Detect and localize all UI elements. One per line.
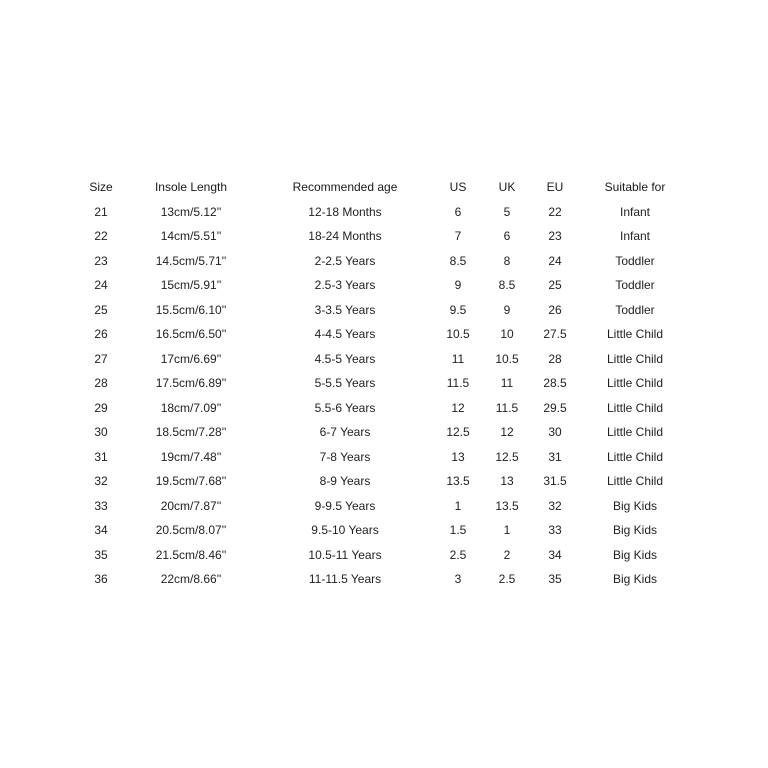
header-uk: UK (498, 180, 516, 194)
header-insole-length: Insole Length (154, 180, 228, 194)
table-row (0, 445, 768, 470)
cell-insole-length: 19.5cm/7.68'' (155, 474, 227, 488)
cell-suitable-for: Toddler (615, 253, 655, 268)
cell-suitable-for: Little Child (606, 327, 664, 341)
cell-recommended-age: 11-11.5 Years (308, 572, 382, 586)
cell-uk: 8 (503, 253, 511, 268)
cell-recommended-age: 9.5-10 Years (311, 523, 379, 537)
cell-size: 32 (94, 474, 108, 488)
cell-uk: 8.5 (498, 278, 516, 292)
cell-us: 11 (451, 351, 465, 366)
cell-recommended-age: 18-24 Months (308, 229, 382, 243)
cell-uk: 12.5 (495, 449, 519, 464)
cell-insole-length: 20cm/7.87'' (160, 498, 222, 513)
cell-uk: 2.5 (498, 572, 516, 586)
table-row (0, 518, 768, 543)
cell-insole-length: 17.5cm/6.89'' (155, 376, 227, 390)
cell-suitable-for: Little Child (606, 474, 664, 488)
cell-size: 33 (94, 498, 108, 513)
cell-us: 8.5 (449, 253, 467, 268)
cell-insole-length: 18cm/7.09'' (160, 400, 222, 415)
cell-us: 2.5 (449, 547, 467, 562)
cell-eu: 23 (548, 229, 562, 243)
cell-suitable-for: Big Kids (612, 547, 658, 562)
cell-us: 11.5 (446, 376, 470, 390)
cell-uk: 9 (503, 302, 511, 317)
cell-insole-length: 15cm/5.91'' (160, 278, 222, 292)
cell-uk: 6 (503, 229, 511, 243)
cell-eu: 28.5 (543, 376, 567, 390)
cell-recommended-age: 5-5.5 Years (314, 376, 376, 390)
table-row (0, 224, 768, 249)
table-row (0, 347, 768, 372)
cell-eu: 22 (548, 204, 562, 219)
table-body (0, 200, 768, 592)
cell-size: 30 (94, 425, 108, 439)
cell-us: 9.5 (449, 302, 467, 317)
cell-insole-length: 15.5cm/6.10'' (155, 302, 227, 317)
cell-uk: 13 (500, 474, 514, 488)
cell-suitable-for: Big Kids (612, 498, 658, 513)
cell-insole-length: 21.5cm/8.46'' (155, 547, 227, 562)
header-size: Size (89, 180, 113, 194)
table-row (0, 200, 768, 225)
cell-eu: 34 (548, 547, 562, 562)
table-header-row (0, 175, 768, 200)
cell-uk: 1 (503, 523, 511, 537)
cell-recommended-age: 9-9.5 Years (314, 498, 376, 513)
table-row (0, 420, 768, 445)
cell-suitable-for: Little Child (606, 400, 664, 415)
cell-recommended-age: 4-4.5 Years (314, 327, 376, 341)
cell-recommended-age: 2-2.5 Years (314, 253, 376, 268)
cell-size: 34 (94, 523, 108, 537)
cell-suitable-for: Toddler (615, 302, 655, 317)
cell-recommended-age: 2.5-3 Years (314, 278, 376, 292)
cell-eu: 33 (548, 523, 562, 537)
cell-us: 1.5 (449, 523, 467, 537)
table-row (0, 273, 768, 298)
cell-eu: 27.5 (543, 327, 567, 341)
table-row (0, 371, 768, 396)
cell-uk: 5 (503, 204, 511, 219)
cell-recommended-age: 7-8 Years (319, 449, 371, 464)
cell-eu: 28 (548, 351, 562, 366)
table-row (0, 494, 768, 519)
cell-recommended-age: 4.5-5 Years (314, 351, 376, 366)
cell-insole-length: 18.5cm/7.28'' (155, 425, 227, 439)
cell-insole-length: 14cm/5.51'' (160, 229, 222, 243)
table-row (0, 322, 768, 347)
cell-eu: 29.5 (543, 400, 567, 415)
cell-suitable-for: Toddler (615, 278, 655, 292)
cell-eu: 32 (548, 498, 562, 513)
cell-suitable-for: Big Kids (612, 523, 658, 537)
header-recommended-age: Recommended age (292, 180, 398, 194)
cell-suitable-for: Little Child (606, 425, 664, 439)
cell-recommended-age: 10.5-11 Years (308, 547, 382, 562)
cell-recommended-age: 6-7 Years (319, 425, 371, 439)
cell-insole-length: 22cm/8.66'' (160, 572, 222, 586)
header-eu: EU (546, 180, 564, 194)
cell-uk: 12 (500, 425, 514, 439)
cell-us: 3 (454, 572, 462, 586)
cell-eu: 24 (548, 253, 562, 268)
cell-size: 23 (94, 253, 108, 268)
cell-size: 28 (94, 376, 108, 390)
table-row (0, 543, 768, 568)
cell-uk: 13.5 (495, 498, 519, 513)
cell-suitable-for: Little Child (606, 376, 664, 390)
table-row (0, 298, 768, 323)
table-row (0, 469, 768, 494)
cell-insole-length: 17cm/6.69'' (160, 351, 222, 366)
cell-recommended-age: 5.5-6 Years (314, 400, 376, 415)
cell-us: 10.5 (446, 327, 470, 341)
cell-insole-length: 16.5cm/6.50'' (155, 327, 227, 341)
cell-size: 26 (94, 327, 108, 341)
cell-suitable-for: Little Child (606, 351, 664, 366)
cell-recommended-age: 12-18 Months (308, 204, 382, 219)
cell-eu: 31 (548, 449, 562, 464)
cell-suitable-for: Big Kids (612, 572, 658, 586)
cell-suitable-for: Little Child (606, 449, 664, 464)
cell-size: 25 (94, 302, 108, 317)
cell-us: 13 (451, 449, 465, 464)
cell-size: 31 (94, 449, 108, 464)
cell-size: 22 (94, 229, 108, 243)
cell-eu: 35 (548, 572, 562, 586)
cell-size: 27 (94, 351, 108, 366)
cell-uk: 2 (503, 547, 511, 562)
cell-suitable-for: Infant (619, 204, 651, 219)
cell-recommended-age: 3-3.5 Years (314, 302, 376, 317)
cell-eu: 31.5 (543, 474, 567, 488)
cell-suitable-for: Infant (619, 229, 651, 243)
cell-insole-length: 19cm/7.48'' (160, 449, 222, 464)
cell-us: 9 (454, 278, 462, 292)
cell-insole-length: 14.5cm/5.71'' (155, 253, 227, 268)
cell-uk: 10.5 (495, 351, 519, 366)
cell-size: 36 (94, 572, 108, 586)
cell-us: 12.5 (446, 425, 470, 439)
cell-recommended-age: 8-9 Years (319, 474, 371, 488)
table-row (0, 396, 768, 421)
cell-us: 6 (454, 204, 462, 219)
header-suitable-for: Suitable for (604, 180, 666, 194)
cell-size: 35 (94, 547, 108, 562)
cell-eu: 25 (548, 278, 562, 292)
size-chart-table (0, 175, 768, 592)
header-us: US (449, 180, 467, 194)
cell-us: 13.5 (446, 474, 470, 488)
cell-us: 7 (454, 229, 462, 243)
cell-uk: 11 (500, 376, 514, 390)
cell-eu: 30 (548, 425, 562, 439)
cell-insole-length: 13cm/5.12'' (160, 204, 222, 219)
cell-size: 24 (94, 278, 108, 292)
cell-us: 12 (451, 400, 465, 415)
cell-insole-length: 20.5cm/8.07'' (155, 523, 227, 537)
table-row (0, 567, 768, 592)
cell-us: 1 (454, 498, 462, 513)
table-row (0, 249, 768, 274)
cell-uk: 10 (500, 327, 514, 341)
cell-eu: 26 (548, 302, 562, 317)
cell-size: 21 (94, 204, 108, 219)
cell-size: 29 (94, 400, 108, 415)
cell-uk: 11.5 (495, 400, 519, 415)
